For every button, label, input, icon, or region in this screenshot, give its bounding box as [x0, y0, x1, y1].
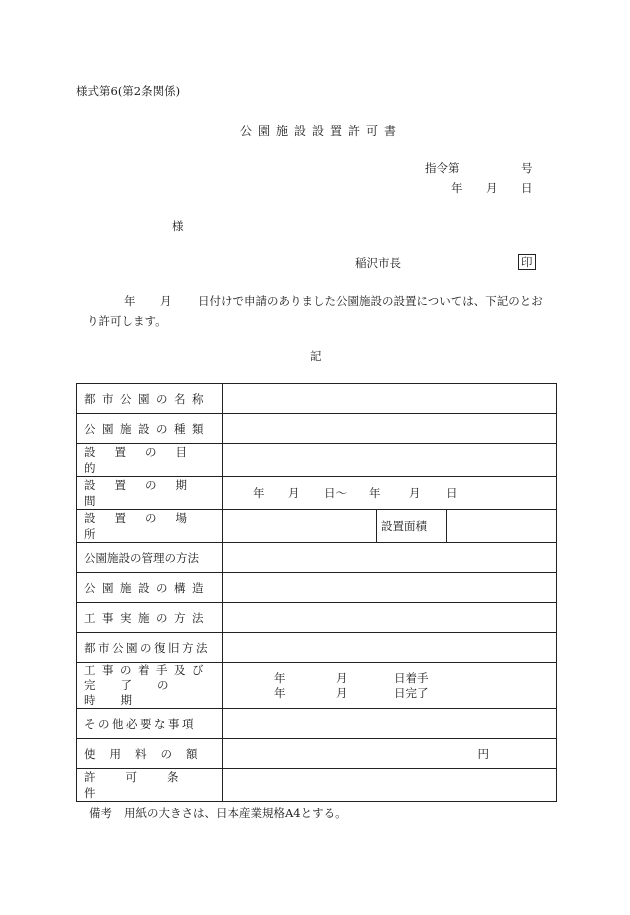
label-text: 設置の目的: [84, 445, 206, 475]
construction-method-value: [223, 603, 557, 633]
table-row: [77, 739, 557, 769]
conditions-label: [77, 769, 223, 802]
start-day: 日着手: [394, 670, 429, 685]
period-start-day: 日〜: [324, 486, 347, 500]
management-method-value: [223, 543, 557, 573]
label-text: 工事実施の方法: [84, 610, 210, 625]
table-row: [77, 477, 557, 510]
construction-method-label: [77, 603, 223, 633]
date-month-label: 月: [486, 181, 498, 195]
management-method-label: [77, 543, 223, 573]
structure-value: [223, 573, 557, 603]
permit-table: [76, 383, 557, 802]
structure-label: [77, 573, 223, 603]
number-suffix: 号: [521, 161, 533, 175]
table-row: [77, 709, 557, 739]
fee-label: [77, 739, 223, 769]
period-label: [77, 477, 223, 510]
label-text: その他必要な事項: [84, 716, 196, 731]
yen-label: 円: [477, 746, 489, 761]
addressee-suffix: 様: [172, 219, 184, 233]
start-year: 年: [274, 670, 286, 685]
label-text: 使用料の額: [84, 746, 212, 761]
note-text: 用紙の大きさは、日本産業規格A4とする。: [124, 806, 347, 820]
body-year: 年: [124, 294, 136, 308]
period-end-year: 年: [369, 486, 381, 500]
table-row: [77, 633, 557, 663]
date-day-label: 日: [521, 181, 533, 195]
body-text-line1: 日付けで申請のありました公園施設の設置については、下記のとお: [198, 294, 543, 308]
period-end-month: 月: [409, 486, 421, 500]
period-end-day: 日: [446, 486, 458, 500]
table-row: [77, 603, 557, 633]
ki-heading: 記: [310, 349, 322, 363]
end-day: 日完了: [394, 685, 429, 700]
table-row: [77, 769, 557, 802]
body-month: 月: [160, 294, 172, 308]
construction-timing-label: [77, 663, 223, 709]
label-line-2: 完了の時期: [84, 678, 194, 707]
label-text: 設置の場所: [84, 511, 206, 541]
directive-label: 指令第: [425, 161, 460, 175]
body-text-line2: り許可します。: [87, 314, 167, 328]
table-row: [77, 414, 557, 444]
label-text: 都市公園の復旧方法: [84, 640, 210, 655]
location-label: [77, 510, 223, 543]
other-matters-value: [223, 709, 557, 739]
other-matters-label: [77, 709, 223, 739]
label-text: 設置の期間: [84, 478, 206, 508]
purpose-value: [223, 444, 557, 477]
fee-value: [223, 739, 557, 769]
label-text: 公園施設の種類: [84, 421, 210, 436]
issuer-name: 稲沢市長: [355, 256, 401, 270]
park-name-value: [223, 384, 557, 414]
label-text: 公園施設の管理の方法: [84, 550, 199, 565]
label-spread: 都市公園の名称: [84, 391, 210, 406]
table-row: [77, 573, 557, 603]
construction-timing-value: [223, 663, 557, 709]
label-line-1: 工事の着手及び: [84, 663, 210, 677]
table-row: [77, 663, 557, 709]
restoration-method-value: [223, 633, 557, 663]
purpose-label: [77, 444, 223, 477]
area-label: 設置面積: [377, 510, 447, 543]
page-title: 公園施設設置許可書: [240, 124, 403, 138]
period-start-year: 年: [253, 486, 265, 500]
date-year-label: 年: [451, 181, 463, 195]
end-year: 年: [274, 685, 286, 700]
note-label: 備考: [89, 806, 112, 820]
table-row: [77, 384, 557, 414]
restoration-method-label: [77, 633, 223, 663]
period-start-month: 月: [288, 486, 300, 500]
table-row: [77, 543, 557, 573]
start-month: 月: [336, 670, 348, 685]
facility-type-label: [77, 414, 223, 444]
facility-type-value: [223, 414, 557, 444]
table-row: [77, 510, 557, 543]
table-row: [77, 444, 557, 477]
conditions-value: [223, 769, 557, 802]
end-month: 月: [336, 685, 348, 700]
label-text: 公園施設の構造: [84, 580, 210, 595]
period-value: [223, 477, 557, 510]
label-text: 許可条件: [84, 770, 209, 800]
seal-mark: 印: [518, 254, 536, 270]
form-number: 様式第6(第2条関係): [76, 84, 181, 98]
area-value: [447, 510, 557, 543]
location-value: [223, 510, 377, 543]
park-name-label: [77, 384, 223, 414]
